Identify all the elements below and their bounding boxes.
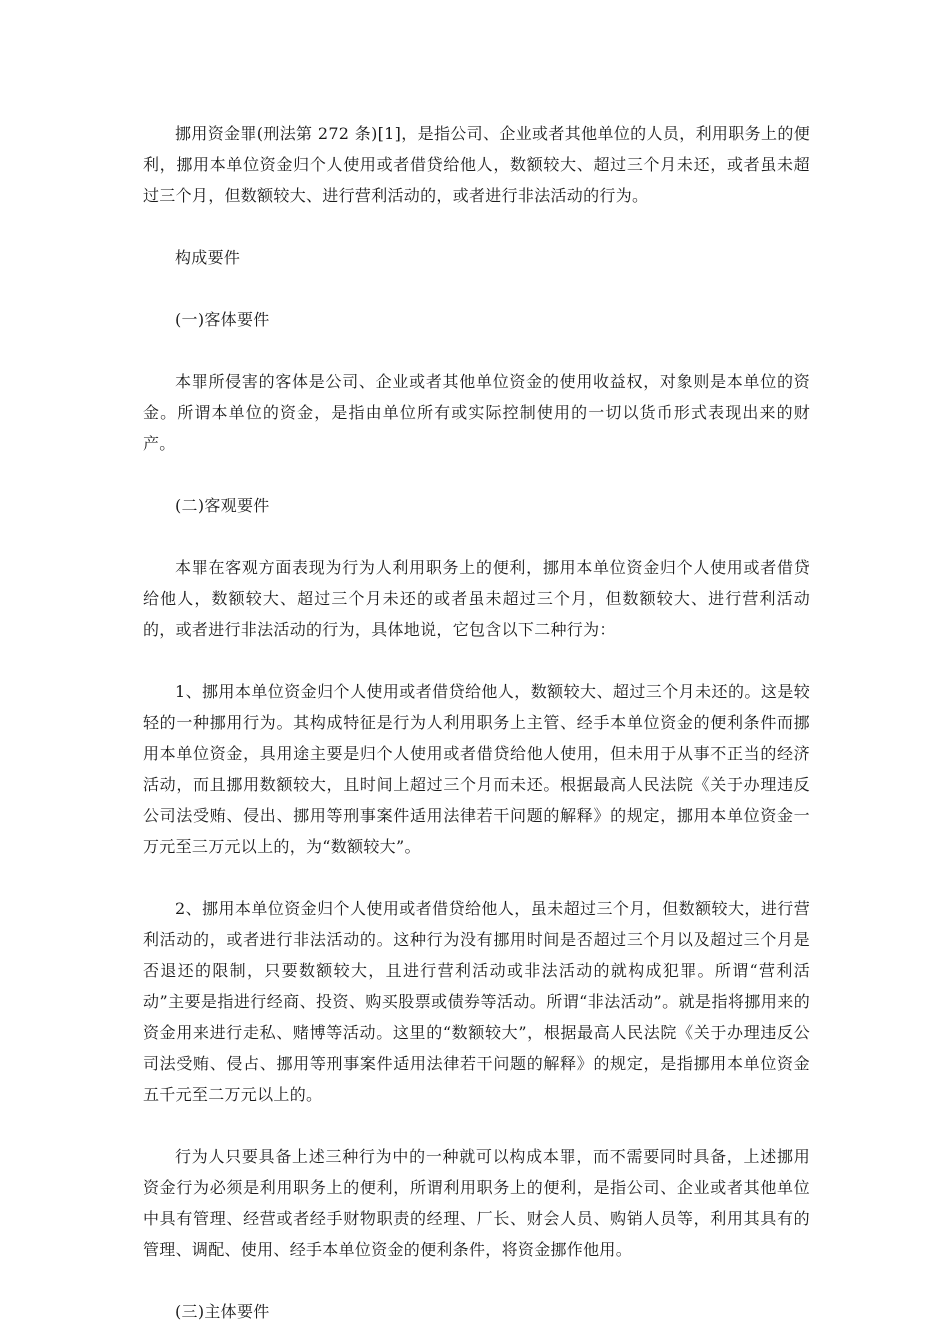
paragraph-gap <box>143 862 810 893</box>
paragraph-conclusion: 行为人只要具备上述三种行为中的一种就可以构成本罪，而不需要同时具备，上述挪用资金行为必须是利用职务上的便利，所谓利用职务上的便利，是指公司、企业或者其他单位中具有管理、经营或者经手财物职责的经理、厂长、财会人员、购销人员等，利用其具有的管理、调配、使用、经手本单位资金的便利条件，将资金挪作他用。 <box>143 1147 810 1259</box>
paragraph-gap <box>143 459 810 490</box>
paragraph-gap <box>143 1265 810 1296</box>
paragraph-gap <box>143 335 810 366</box>
heading-objective-element: (二)客观要件 <box>175 496 270 515</box>
document-body <box>143 118 810 1327</box>
heading-elements: 构成要件 <box>175 248 241 267</box>
paragraph-gap <box>143 521 810 552</box>
paragraph-behavior-2: 2、挪用本单位资金归个人使用或者借贷给他人，虽未超过三个月，但数额较大，进行营利活动的，或者进行非法活动的。这种行为没有挪用时间是否超过三个月以及超过三个月是否退还的限制，只要数额较大，且进行营利活动或非法活动的就构成犯罪。所谓“营利活动”主要是指进行经商、投资、购买股票或债券等活动。所谓“非法活动”。就是指将挪用来的资金用来进行走私、赌博等活动。这里的“数额较大”，根据最高人民法院《关于办理违反公司法受贿、侵占、挪用等刑事案件适用法律若干问题的解释》的规定，是指挪用本单位资金五千元至二万元以上的。 <box>143 899 810 1104</box>
paragraph-gap <box>143 211 810 242</box>
paragraph-gap <box>143 273 810 304</box>
paragraph-gap <box>143 645 810 676</box>
paragraph-objective-element: 本罪在客观方面表现为行为人利用职务上的便利，挪用本单位资金归个人使用或者借贷给他人，数额较大、超过三个月未还的或者虽未超过三个月，但数额较大、进行营利活动的，或者进行非法活动的行为，具体地说，它包含以下二种行为： <box>143 558 810 639</box>
paragraph-gap <box>143 1110 810 1141</box>
heading-subject-element: (三)主体要件 <box>175 1302 270 1321</box>
paragraph-behavior-1: 1、挪用本单位资金归个人使用或者借贷给他人，数额较大、超过三个月未还的。这是较轻的一种挪用行为。其构成特征是行为人利用职务上主管、经手本单位资金的便利条件而挪用本单位资金，具用途主要是归个人使用或者借贷给他人使用，但未用于从事不正当的经济活动，而且挪用数额较大，且时间上超过三个月而未还。根据最高人民法院《关于办理违反公司法受贿、侵出、挪用等刑事案件适用法律若干问题的解释》的规定，挪用本单位资金一万元至三万元以上的，为“数额较大”。 <box>143 682 810 856</box>
paragraph-definition: 挪用资金罪(刑法第 272 条)[1]，是指公司、企业或者其他单位的人员，利用职务上的便利，挪用本单位资金归个人使用或者借贷给他人，数额较大、超过三个月未还，或者虽未超过三个月，但数额较大、进行营利活动的，或者进行非法活动的行为。 <box>143 124 810 205</box>
paragraph-object-element: 本罪所侵害的客体是公司、企业或者其他单位资金的使用收益权，对象则是本单位的资金。所谓本单位的资金，是指由单位所有或实际控制使用的一切以货币形式表现出来的财产。 <box>143 372 810 453</box>
heading-object-element: (一)客体要件 <box>175 310 270 329</box>
